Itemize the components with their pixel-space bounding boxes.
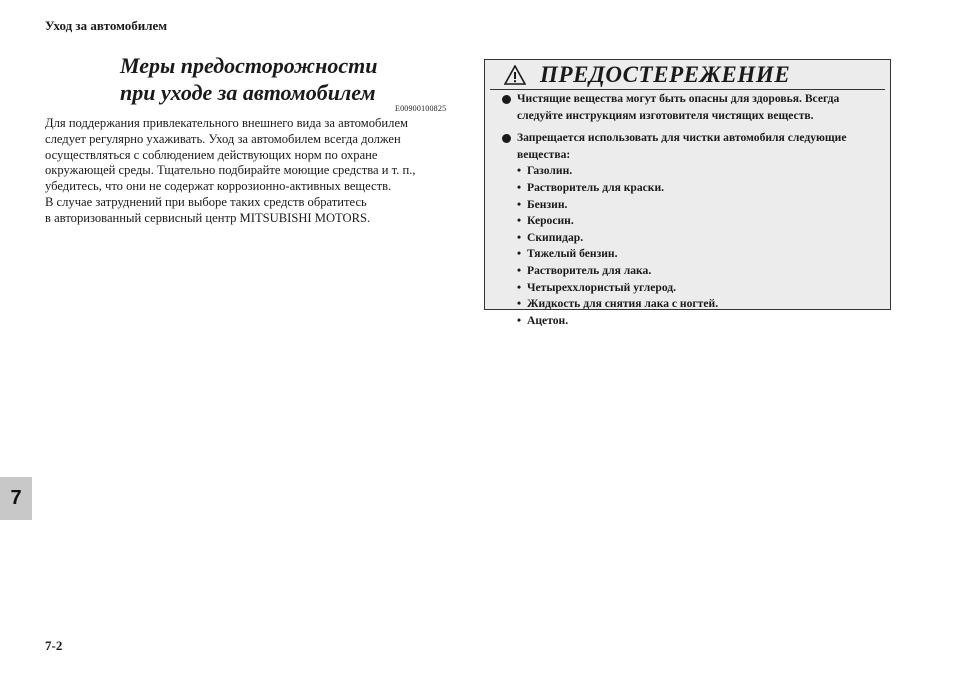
substance-item xyxy=(517,230,885,247)
substance-label: Скипидар. xyxy=(527,230,584,244)
substance-item xyxy=(517,213,885,230)
substance-item xyxy=(517,246,885,263)
bullet-dot: • xyxy=(517,164,522,178)
body-line: убедитесь, что они не содержат коррозионно-активных веществ. xyxy=(45,179,392,194)
substance-item xyxy=(517,163,885,180)
section-title-line: при уходе за автомобилем xyxy=(120,80,376,105)
body-line: следует регулярно ухаживать. Уход за автомобилем всегда должен xyxy=(45,131,401,146)
bullet-disc-icon xyxy=(502,134,511,143)
bullet-dot: • xyxy=(517,197,522,211)
section-code: E00900100825 xyxy=(395,104,447,113)
bullet-dot: • xyxy=(517,297,522,311)
bullet-dot: • xyxy=(517,313,522,327)
page-number: 7-2 xyxy=(45,638,63,653)
bullet-dot: • xyxy=(517,263,522,277)
warning-item xyxy=(495,130,885,329)
running-head: Уход за автомобилем xyxy=(45,18,168,33)
substance-label: Четыреххлористый углерод. xyxy=(527,280,677,294)
body-paragraph xyxy=(45,116,450,227)
substance-label: Ацетон. xyxy=(527,313,569,327)
body-line: окружающей среды. Тщательно подбирайте моющие средства и т. п., xyxy=(45,163,416,178)
warning-item-line: Чистящие вещества могут быть опасны для здоровья. Всегда xyxy=(517,92,840,105)
bullet-dot: • xyxy=(517,280,522,294)
substance-item xyxy=(517,197,885,214)
chapter-tab: 7 xyxy=(0,477,32,520)
substance-label: Бензин. xyxy=(527,197,568,211)
section-title-line: Меры предосторожности xyxy=(120,53,378,78)
substance-label: Газолин. xyxy=(527,164,573,178)
bullet-dot: • xyxy=(517,230,522,244)
substance-item xyxy=(517,280,885,297)
substance-item xyxy=(517,296,885,313)
bullet-dot: • xyxy=(517,214,522,228)
warning-box xyxy=(484,59,891,327)
warning-item-line: вещества: xyxy=(517,147,571,161)
substance-label: Керосин. xyxy=(527,214,574,228)
warning-title: ПРЕДОСТЕРЕЖЕНИЕ xyxy=(540,62,791,87)
warning-header xyxy=(490,62,885,90)
bullet-dot: • xyxy=(517,180,522,194)
body-line: осуществляться с соблюдением действующих норм по охране xyxy=(45,147,378,162)
substance-label: Растворитель для краски. xyxy=(527,180,665,194)
substance-list xyxy=(517,163,885,329)
body-line: В случае затруднений при выборе таких средств обратитесь xyxy=(45,194,367,209)
warning-item xyxy=(495,91,885,124)
substance-label: Тяжелый бензин. xyxy=(527,247,618,261)
substance-label: Растворитель для лака. xyxy=(527,263,652,277)
substance-item xyxy=(517,313,885,330)
body-line: Для поддержания привлекательного внешнего вида за автомобилем xyxy=(45,116,408,130)
body-line: в авторизованный сервисный центр MITSUBISHI MOTORS. xyxy=(45,210,371,225)
warning-list xyxy=(495,91,885,335)
warning-item-line: следуйте инструкциям изготовителя чистящих веществ. xyxy=(517,108,814,122)
section-title xyxy=(120,52,440,106)
substance-label: Жидкость для снятия лака с ногтей. xyxy=(527,297,719,311)
bullet-disc-icon xyxy=(502,95,511,104)
substance-item xyxy=(517,180,885,197)
substance-item xyxy=(517,263,885,280)
warning-triangle-icon xyxy=(504,65,526,85)
bullet-dot: • xyxy=(517,247,522,261)
warning-item-line: Запрещается использовать для чистки автомобиля следующие xyxy=(517,131,847,145)
